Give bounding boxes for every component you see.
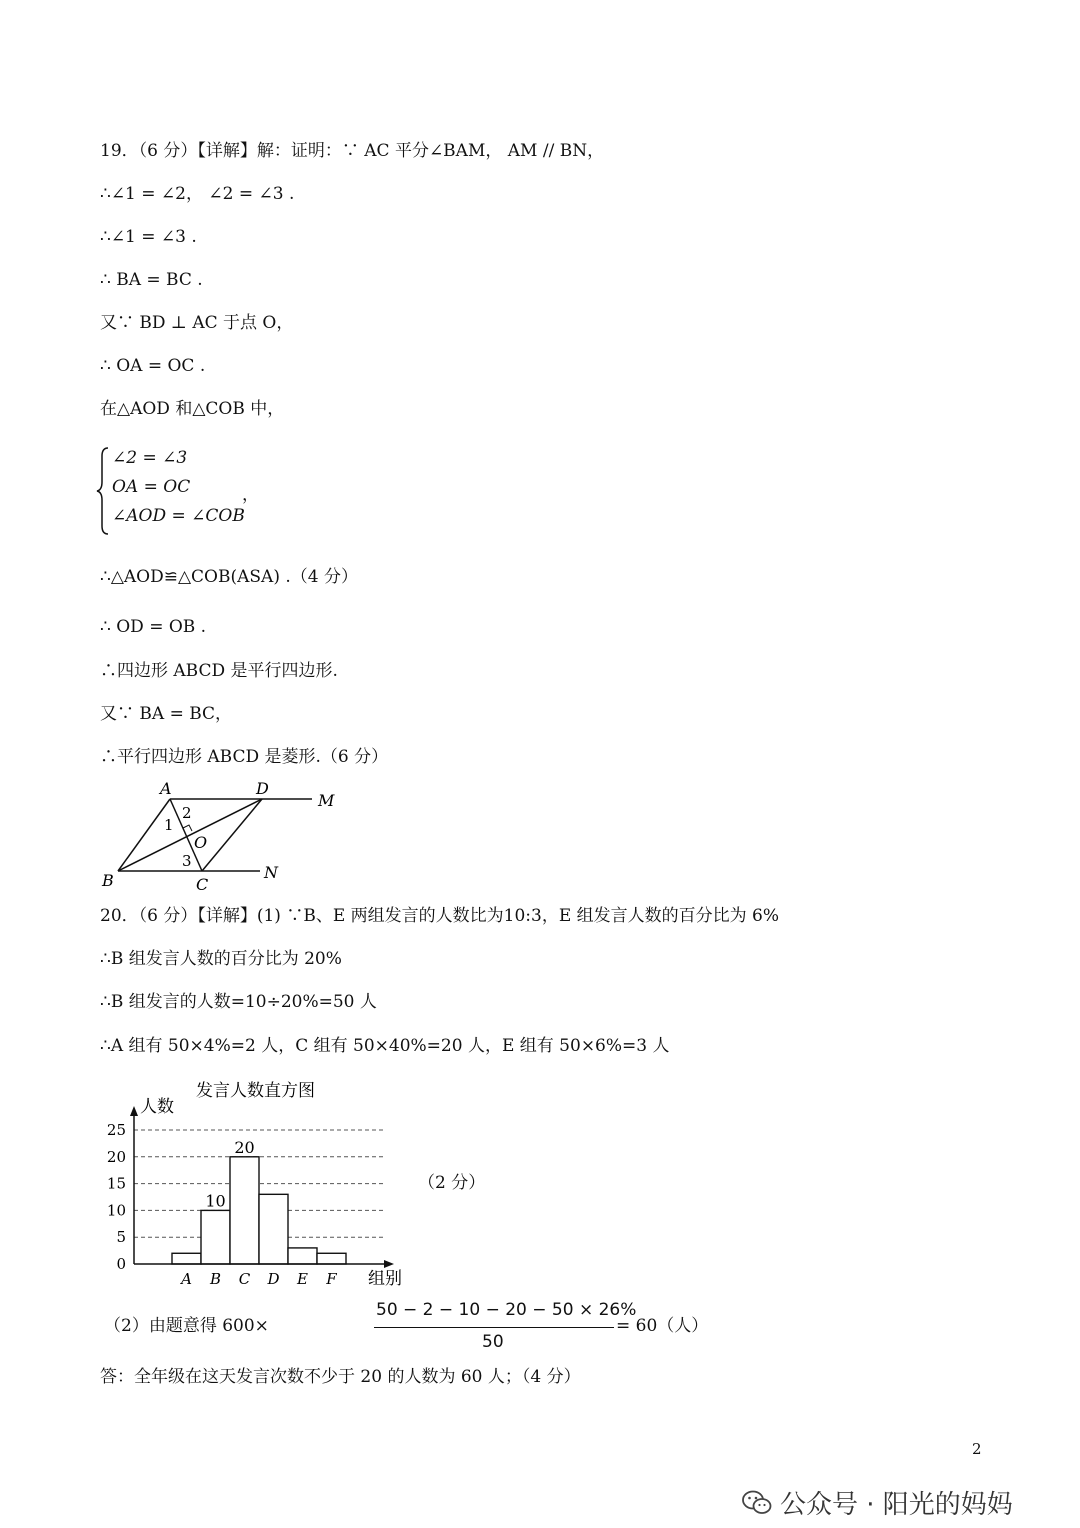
q19-line-1: 19．（6 分）【详解】解：证明：∵ AC 平分∠BAM， AM // BN，	[100, 141, 605, 161]
x-tick-F: F	[326, 1270, 337, 1288]
y-tick-10: 10	[106, 1201, 126, 1220]
q19-line-5: 又∵ BD ⊥ AC 于点 O，	[100, 313, 294, 333]
bar-D	[259, 1194, 288, 1264]
fraction-numerator: 50 − 2 − 10 − 20 − 50 × 26%	[376, 1300, 637, 1320]
q20-answer: 答：全年级在这天发言次数不少于 20 的人数为 60 人；（4 分）	[100, 1367, 581, 1387]
q19-line-2: ∴∠1 = ∠2， ∠2 = ∠3 .	[100, 184, 295, 204]
q19-line-6: ∴ OA = OC .	[100, 356, 206, 376]
x-tick-A: A	[181, 1270, 192, 1288]
x-tick-D: D	[267, 1270, 280, 1288]
chart-x-axis-label: 组别	[368, 1269, 402, 1289]
fraction-bar	[374, 1327, 614, 1328]
equation-line-1: ∠2 = ∠3	[112, 448, 188, 468]
histogram-chart	[96, 1072, 416, 1294]
part2-result: = 60（人）	[616, 1316, 709, 1336]
equation-system	[96, 446, 296, 536]
q20-line-2: ∴B 组发言人数的百分比为 20%	[100, 949, 342, 969]
q19-line-8: ∴△AOD≌△COB(ASA) .（4 分）	[100, 567, 358, 587]
y-tick-5: 5	[116, 1228, 126, 1247]
fraction-denominator: 50	[482, 1332, 504, 1352]
bar-B	[201, 1210, 230, 1264]
q20-line-1: 20．（6 分）【详解】(1) ∵B、E 两组发言的人数比为10:3，E 组发言人数的百分比为 6%	[100, 906, 780, 926]
part2-equation	[100, 1300, 709, 1360]
part2-prefix: （2）由题意得 600×	[104, 1316, 269, 1336]
x-tick-C: C	[238, 1270, 251, 1288]
y-tick-20: 20	[106, 1147, 126, 1166]
rhombus-figure	[90, 776, 360, 896]
label-C: C	[196, 875, 209, 894]
wechat-icon	[742, 1489, 772, 1517]
angle-label-1: 1	[164, 816, 174, 834]
y-tick-25: 25	[106, 1121, 126, 1139]
label-M: M	[318, 791, 335, 810]
label-N: N	[264, 863, 278, 882]
angle-label-2: 2	[182, 804, 192, 822]
bar-C	[230, 1157, 259, 1264]
label-O: O	[194, 833, 208, 852]
x-axis-arrow-icon	[384, 1260, 394, 1268]
q19-line-3: ∴∠1 = ∠3 .	[100, 227, 197, 247]
angle-label-3: 3	[182, 852, 192, 870]
data-label-C: 20	[234, 1137, 255, 1157]
data-label-B: 10	[205, 1191, 226, 1211]
label-D: D	[256, 779, 269, 798]
bar-A	[172, 1253, 201, 1264]
label-A: A	[160, 779, 172, 798]
left-brace-icon	[96, 446, 110, 536]
y-tick-15: 15	[106, 1174, 126, 1193]
q20-score-note: （2 分）	[418, 1173, 486, 1193]
chart-y-axis-label: 人数	[140, 1097, 174, 1117]
q19-line-10: ∴四边形 ABCD 是平行四边形.	[100, 661, 338, 681]
watermark	[742, 1484, 1013, 1521]
q19-line-12: ∴平行四边形 ABCD 是菱形.（6 分）	[100, 747, 389, 767]
q20-line-3: ∴B 组发言的人数=10÷20%=50 人	[100, 992, 377, 1012]
x-tick-E: E	[297, 1270, 308, 1288]
page-number: 2	[972, 1440, 982, 1458]
bar-E	[288, 1248, 317, 1264]
chart-title: 发言人数直方图	[196, 1081, 315, 1101]
equation-comma: ，	[242, 485, 259, 505]
q19-line-4: ∴ BA = BC .	[100, 270, 203, 290]
q19-line-9: ∴ OD = OB .	[100, 617, 207, 637]
y-axis-arrow-icon	[130, 1106, 138, 1116]
equation-line-2: OA = OC	[112, 477, 191, 497]
equation-line-3: ∠AOD = ∠COB	[112, 506, 245, 526]
bar-F	[317, 1253, 346, 1264]
y-tick-0: 0	[116, 1255, 126, 1273]
x-tick-B: B	[209, 1270, 222, 1288]
q19-line-7: 在△AOD 和△COB 中，	[100, 399, 285, 419]
q20-line-4: ∴A 组有 50×4%=2 人，C 组有 50×40%=20 人，E 组有 50×6%=3 人	[100, 1036, 670, 1056]
label-B: B	[102, 871, 114, 890]
watermark-text: 公众号 · 阳光的妈妈	[780, 1490, 1013, 1520]
q19-line-11: 又∵ BA = BC，	[100, 704, 233, 724]
